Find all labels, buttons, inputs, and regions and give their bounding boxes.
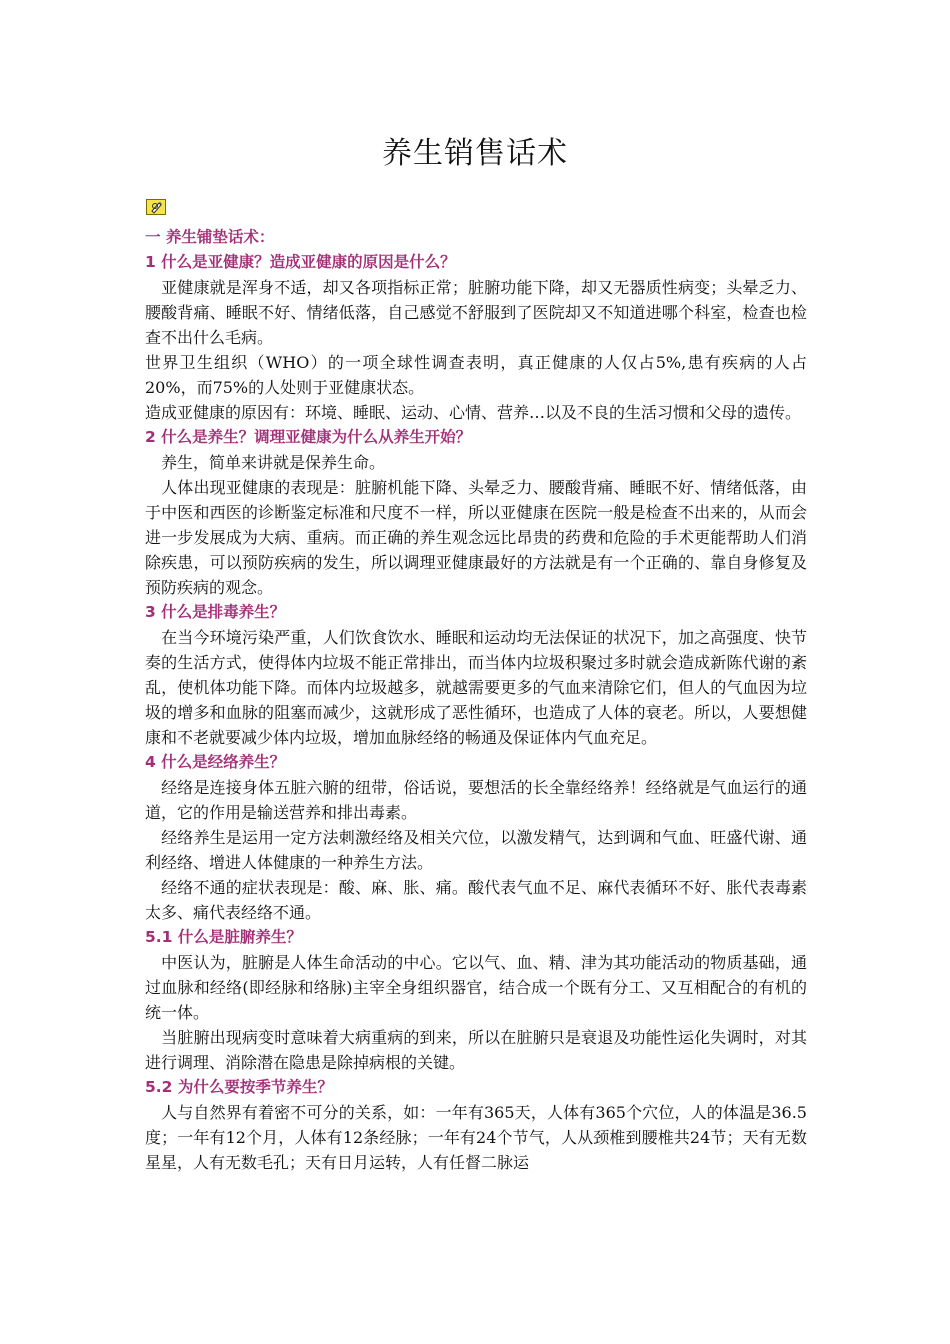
- edit-note-icon: [146, 199, 166, 215]
- paragraph: 世界卫生组织（WHO）的一项全球性调查表明，真正健康的人仅占5%,患有疾病的人占20%，而75%的人处则于亚健康状态。: [145, 353, 807, 397]
- paragraph: 经络养生是运用一定方法刺激经络及相关穴位，以激发精气，达到调和气血、旺盛代谢、通利经络、增进人体健康的一种养生方法。: [145, 828, 807, 872]
- paragraph: 当脏腑出现病变时意味着大病重病的到来，所以在脏腑只是衰退及功能性运化失调时，对其进行调理、消除潜在隐患是除掉病根的关键。: [145, 1028, 807, 1072]
- document-title: 养生销售话术: [382, 136, 568, 171]
- paragraph: 人体出现亚健康的表现是：脏腑机能下降、头晕乏力、腰酸背痛、睡眠不好、情绪低落，由于中医和西医的诊断鉴定标准和尺度不一样，所以亚健康在医院一般是检查不出来的，从而会进一步发展成为大病、重病。而正确的养生观念远比昂贵的药费和危险的手术更能帮助人们消除疾患，可以预防疾病的发生，所以调理亚健康最好的方法就是有一个正确的、靠自身修复及预防疾病的观念。: [145, 478, 807, 597]
- section-heading: 5.2 为什么要按季节养生？: [145, 1078, 333, 1096]
- paragraph: 造成亚健康的原因有：环境、睡眠、运动、心情、营养…以及不良的生活习惯和父母的遗传。: [145, 403, 802, 422]
- paragraph: 人与自然界有着密不可分的关系，如：一年有365天，人体有365个穴位，人的体温是36.5度；一年有12个月，人体有12条经脉；一年有24个节气，人从颈椎到腰椎共24节；天有无数星星，人有无数毛孔；天有日月运转，人有任督二脉运: [145, 1103, 807, 1172]
- paragraph: 养生，简单来讲就是保养生命。: [145, 453, 386, 472]
- paragraph: 经络是连接身体五脏六腑的纽带，俗话说，要想活的长全靠经络养！经络就是气血运行的通道，它的作用是输送营养和排出毒素。: [145, 778, 807, 822]
- paragraph: 在当今环境污染严重，人们饮食饮水、睡眠和运动均无法保证的状况下，加之高强度、快节奏的生活方式，使得体内垃圾不能正常排出，而当体内垃圾积聚过多时就会造成新陈代谢的紊乱，使机体功能下降。而体内垃圾越多，就越需要更多的气血来清除它们，但人的气血因为垃圾的增多和血脉的阻塞而减少，这就形成了恶性循环，也造成了人体的衰老。所以，人要想健康和不老就要减少体内垃圾，增加血脉经络的畅通及保证体内气血充足。: [145, 628, 807, 747]
- section-heading: 一 养生铺垫话术：: [145, 228, 275, 246]
- section-heading: 3 什么是排毒养生？: [145, 603, 286, 621]
- document-body: [145, 225, 807, 1175]
- section-heading: 1 什么是亚健康？造成亚健康的原因是什么？: [145, 253, 456, 271]
- section-heading: 2 什么是养生？调理亚健康为什么从养生开始？: [145, 428, 472, 446]
- section-heading: 5.1 什么是脏腑养生？: [145, 928, 302, 946]
- paragraph: 亚健康就是浑身不适，却又各项指标正常；脏腑功能下降，却又无器质性病变；头晕乏力、腰酸背痛、睡眠不好、情绪低落，自己感觉不舒服到了医院却又不知道进哪个科室，检查也检查不出什么毛病。: [145, 278, 807, 347]
- paragraph: 经络不通的症状表现是：酸、麻、胀、痛。酸代表气血不足、麻代表循环不好、胀代表毒素太多、痛代表经络不通。: [145, 878, 807, 922]
- section-heading: 4 什么是经络养生？: [145, 753, 286, 771]
- paragraph: 中医认为，脏腑是人体生命活动的中心。它以气、血、精、津为其功能活动的物质基础，通过血脉和经络(即经脉和络脉)主宰全身组织器官，结合成一个既有分工、又互相配合的有机的统一体。: [145, 953, 807, 1022]
